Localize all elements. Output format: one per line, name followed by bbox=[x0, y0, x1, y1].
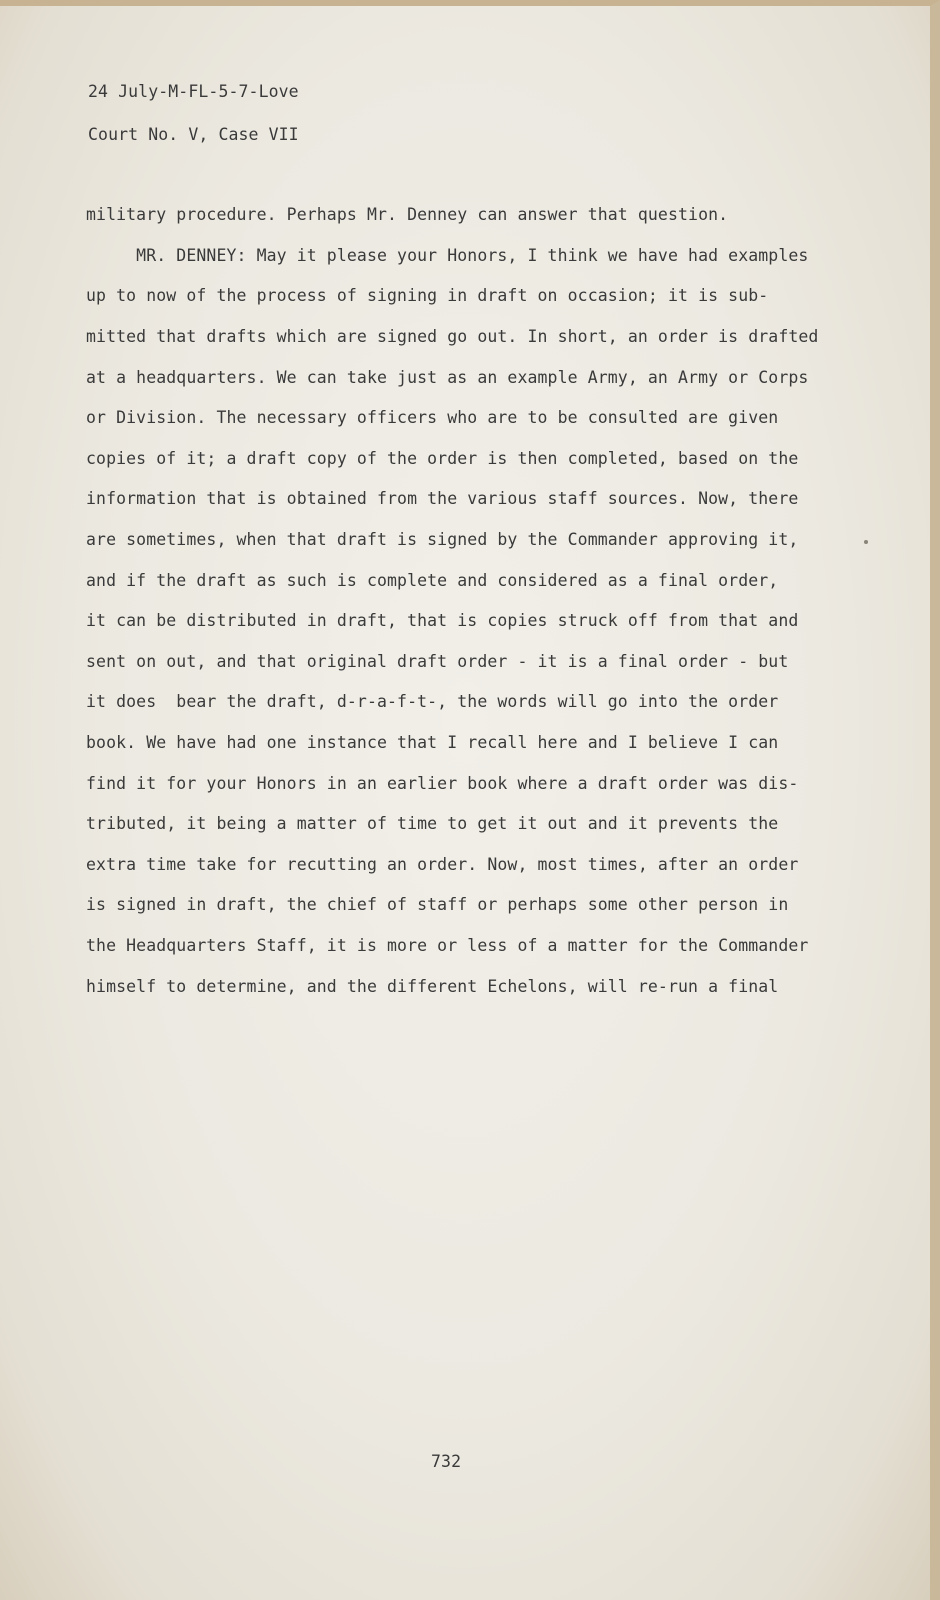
transcript-line: information that is obtained from the various staff sources. Now, there bbox=[86, 489, 799, 508]
transcript-line: are sometimes, when that draft is signed by the Commander approving it, bbox=[86, 530, 799, 549]
paper-speck bbox=[864, 540, 868, 544]
transcript-line: book. We have had one instance that I recall here and I believe I can bbox=[86, 733, 779, 752]
transcript-line: is signed in draft, the chief of staff or perhaps some other person in bbox=[86, 895, 789, 914]
transcript-line: sent on out, and that original draft order - it is a final order - but bbox=[86, 652, 789, 671]
transcript-line: and if the draft as such is complete and considered as a final order, bbox=[86, 571, 779, 590]
transcript-line: at a headquarters. We can take just as an example Army, an Army or Corps bbox=[86, 368, 809, 387]
transcript-line: it can be distributed in draft, that is copies struck off from that and bbox=[86, 611, 799, 630]
transcript-line: it does bear the draft, d-r-a-f-t-, the words will go into the order bbox=[86, 692, 779, 711]
transcript-line: mitted that drafts which are signed go out. In short, an order is drafted bbox=[86, 327, 819, 346]
court-case-heading: Court No. V, Case VII bbox=[88, 125, 299, 144]
transcript-line: military procedure. Perhaps Mr. Denney can answer that question. bbox=[86, 205, 729, 224]
document-reference: 24 July-M-FL-5-7-Love bbox=[88, 82, 299, 101]
transcript-line: the Headquarters Staff, it is more or less of a matter for the Commander bbox=[86, 936, 809, 955]
transcript-line: himself to determine, and the different Echelons, will re-run a final bbox=[86, 977, 779, 996]
page-number: 732 bbox=[431, 1452, 462, 1471]
transcript-line: find it for your Honors in an earlier book where a draft order was dis- bbox=[86, 774, 799, 793]
transcript-line: extra time take for recutting an order. Now, most times, after an order bbox=[86, 855, 799, 874]
transcript-line: up to now of the process of signing in draft on occasion; it is sub- bbox=[86, 286, 769, 305]
transcript-line: tributed, it being a matter of time to get it out and it prevents the bbox=[86, 814, 779, 833]
transcript-line: MR. DENNEY: May it please your Honors, I think we have had examples bbox=[86, 246, 809, 265]
transcript-line: copies of it; a draft copy of the order is then completed, based on the bbox=[86, 449, 799, 468]
transcript-line: or Division. The necessary officers who are to be consulted are given bbox=[86, 408, 779, 427]
